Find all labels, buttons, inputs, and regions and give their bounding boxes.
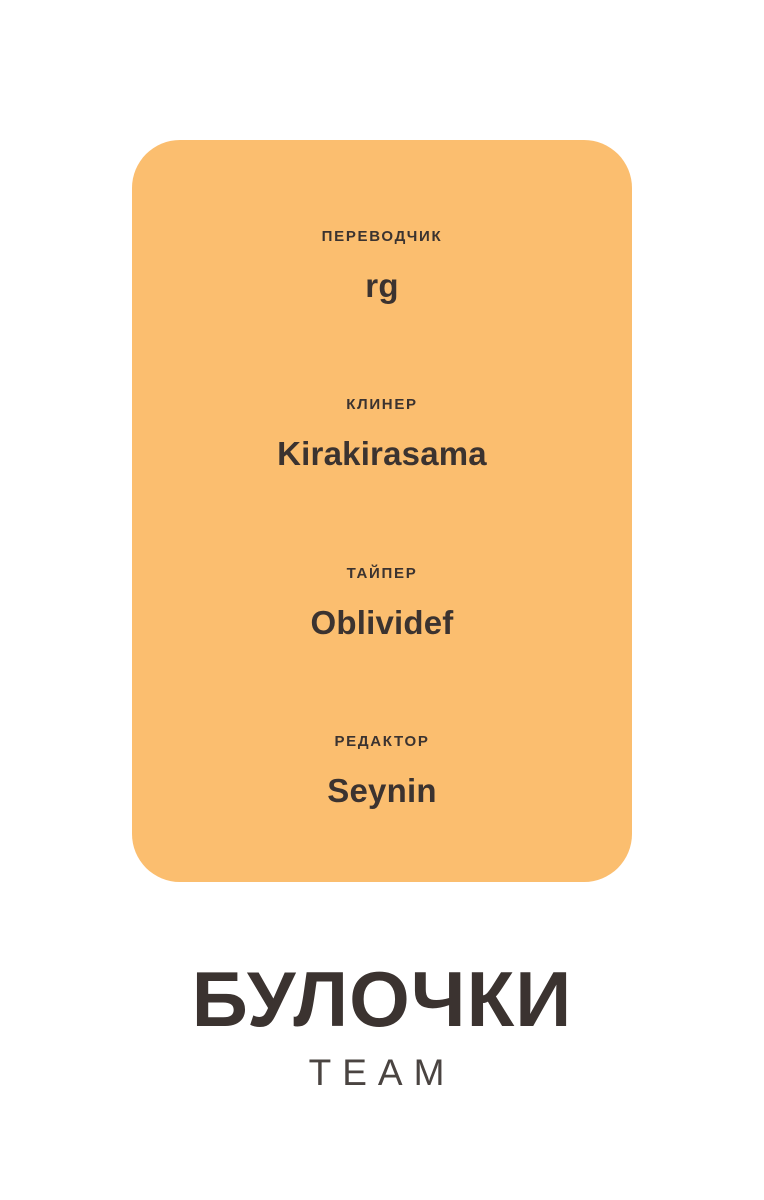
credit-entry-cleaner: [132, 396, 632, 472]
team-logo-main-text: БУЛОЧКИ: [191, 955, 573, 1043]
credit-entry-typer: [132, 565, 632, 641]
credit-entry-translator: [132, 228, 632, 304]
credit-role-label: КЛИНЕР: [346, 396, 418, 414]
credit-name-value: Kirakirasama: [277, 435, 487, 473]
credit-entry-editor: [132, 733, 632, 809]
credit-name-value: Oblividef: [310, 603, 454, 641]
team-logo: [0, 955, 764, 1093]
credits-card: [132, 140, 632, 882]
credit-role-label: ПЕРЕВОДЧИК: [321, 228, 443, 245]
credit-name-value: rg: [365, 267, 399, 304]
credit-role-label: РЕДАКТОР: [334, 732, 430, 750]
team-logo-sub-text: TEAM: [308, 1052, 456, 1093]
credit-name-value: Seynin: [327, 771, 437, 809]
credit-role-label: ТАЙПЕР: [346, 564, 418, 582]
